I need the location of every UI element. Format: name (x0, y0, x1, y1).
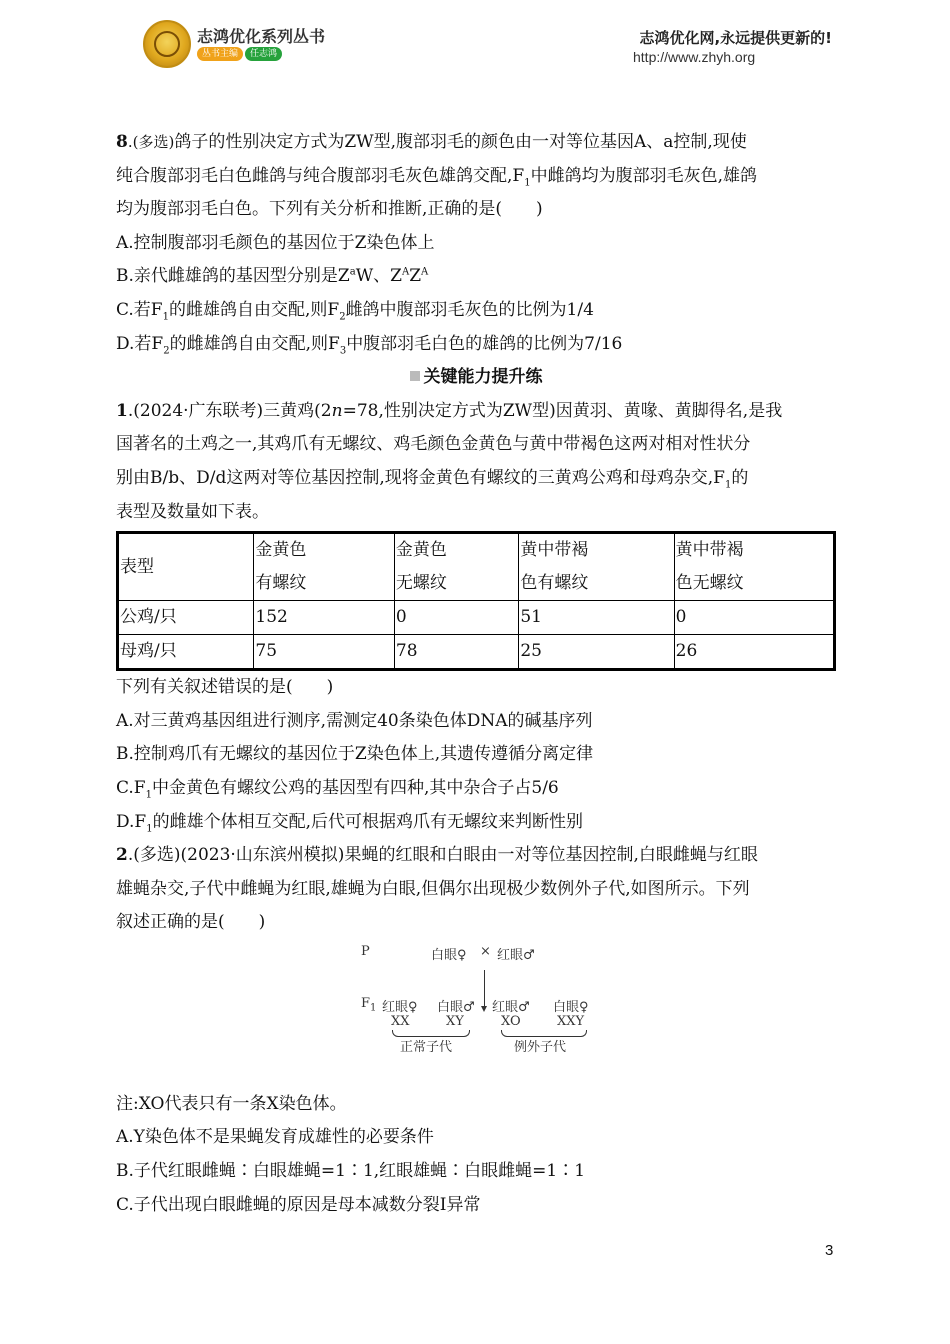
table-cell: 25 (519, 635, 674, 670)
q8-text-2-sub: 1 (524, 176, 531, 188)
q1-text-3-sub: 1 (724, 479, 732, 491)
f1-generation-label (361, 995, 377, 1014)
q2-number: 2 (116, 845, 128, 866)
q8-optb-sup2: A (401, 266, 410, 278)
q2-option-c: C.子代出现白眼雌蝇的原因是母本减数分裂Ⅰ异常 (116, 1194, 481, 1215)
q2-note: 注:XO代表只有一条X染色体。 (116, 1093, 347, 1114)
genotype-xxy: XXY (557, 1013, 585, 1029)
table-header-phenotype: 表型 (118, 533, 254, 601)
child-red-female: 红眼♀ (382, 999, 418, 1015)
q8-optd-sub2: 3 (339, 344, 347, 356)
normal-offspring-label: 正常子代 (400, 1039, 453, 1055)
header-col4-line1: 黄中带褐 (675, 540, 744, 561)
q8-optc-mid: 的雌雄鸽自由交配,则F (168, 299, 340, 320)
header-col3-line1: 黄中带褐 (520, 540, 589, 561)
table-cell: 152 (254, 601, 394, 635)
q1-optd-sub: 1 (146, 822, 153, 834)
q1-option-c (116, 772, 836, 806)
q8-text-2a: 纯合腹部羽毛白色雌鸽与纯合腹部羽毛灰色雄鸽交配,F (116, 165, 525, 186)
genotype-xo: XO (501, 1013, 521, 1029)
table-header-row (118, 533, 835, 601)
child-white-female: 白眼♀ (553, 999, 589, 1015)
q8-option-b (116, 260, 836, 294)
header-col4-line2: 色无螺纹 (675, 573, 744, 594)
table-cell: 母鸡/只 (118, 635, 254, 670)
phenotype-table (116, 531, 836, 671)
header-col1-line2: 有螺纹 (255, 573, 307, 594)
q8-text-1: 鸽子的性别决定方式为ZW型,腹部羽毛的颜色由一对等位基因A、a控制,现使 (174, 132, 747, 152)
q8-optb-mid2: Z (409, 266, 422, 287)
q1-option-a: A.对三黄鸡基因组进行测序,需测定40条染色体DNA的碱基序列 (116, 710, 593, 731)
q8-option-a: A.控制腹部羽毛颜色的基因位于Z染色体上 (116, 232, 435, 253)
q1-optc-pre: C.F (116, 777, 146, 798)
q2-text-1: .(多选)(2023·山东滨州模拟)果蝇的红眼和白眼由一对等位基因控制,白眼雌蝇与红眼 (127, 845, 758, 866)
q1-line-1 (116, 395, 836, 429)
q8-option-d (116, 328, 836, 362)
q8-line-1 (116, 126, 836, 160)
q1-optc-sub: 1 (145, 789, 152, 801)
page-content (116, 126, 836, 1222)
q8-optb-mid: W、Z (355, 266, 402, 287)
editor-tag (197, 47, 282, 61)
q8-option-c (116, 294, 836, 328)
q1-line-3 (116, 462, 836, 496)
table-header-col4 (674, 533, 834, 601)
p-male-label: 红眼♂ (497, 947, 535, 963)
q2-option-b: B.子代红眼雌蝇∶白眼雄蝇=1∶1,红眼雄蝇∶白眼雌蝇=1∶1 (116, 1161, 586, 1182)
site-url[interactable]: http://www.zhyh.org (633, 49, 756, 65)
q8-optc-sub2: 2 (339, 311, 346, 323)
q8-number: 8 (116, 132, 128, 152)
table-header-col2 (394, 533, 518, 601)
header-col2-line1: 金黄色 (395, 540, 447, 561)
q1-stem: 下列有关叙述错误的是( ) (116, 677, 334, 698)
table-cell: 78 (394, 635, 518, 670)
q8-optd-post: 中腹部羽毛白色的雄鸽的比例为7/16 (346, 333, 623, 354)
table-cell: 26 (674, 635, 834, 670)
table-cell: 0 (674, 601, 834, 635)
table-cell: 0 (394, 601, 518, 635)
q8-optc-post: 雌鸽中腹部羽毛灰色的比例为1/4 (345, 299, 594, 320)
header-col3-line2: 色有螺纹 (520, 573, 589, 594)
q8-optd-sub1: 2 (163, 344, 170, 356)
editor-name: 任志鸿 (245, 47, 282, 61)
q1-text-1b: =78,性别决定方式为ZW型)因黄羽、黄喙、黄脚得名,是我 (342, 400, 783, 421)
table-cell: 51 (519, 601, 674, 635)
q8-optc-pre: C.若F (116, 299, 163, 320)
q1-optd-post: 的雌雄个体相互交配,后代可根据鸡爪有无螺纹来判断性别 (152, 811, 584, 832)
header-col2-line2: 无螺纹 (395, 573, 447, 594)
cross-arrow-icon (484, 970, 485, 1006)
child-white-male: 白眼♂ (437, 999, 475, 1015)
table-row (118, 601, 835, 635)
q8-optb-pre: B.亲代雌雄鸽的基因型分别是Z (116, 266, 350, 287)
q2-line-3: 叙述正确的是( ) (116, 912, 266, 933)
q1-optc-post: 中金黄色有螺纹公鸡的基因型有四种,其中杂合子占5/6 (151, 777, 559, 798)
q1-text-1n: n (331, 400, 343, 421)
p-generation-label: P (361, 943, 370, 959)
header-col1-line1: 金黄色 (255, 540, 307, 561)
q1-text-1a: .(2024·广东联考)三黄鸡(2 (127, 400, 332, 421)
f1-label-sub: 1 (370, 1002, 377, 1014)
table-row (118, 635, 835, 670)
page-header (0, 0, 950, 80)
exception-offspring-label: 例外子代 (514, 1039, 567, 1055)
q8-line-3: 均为腹部羽毛白色。下列有关分析和推断,正确的是( ) (116, 199, 543, 220)
q1-option-d (116, 806, 836, 840)
q8-text-2b: 中雌鸽均为腹部羽毛灰色,雄鸽 (530, 165, 757, 186)
table-header-col1 (254, 533, 394, 601)
site-slogan: 志鸿优化网,永远提供更新的! (639, 29, 832, 47)
genotype-xy: XY (446, 1013, 464, 1029)
q8-optd-mid: 的雌雄鸽自由交配,则F (169, 333, 340, 354)
child-red-male: 红眼♂ (492, 999, 530, 1015)
q1-line-2: 国著名的土鸡之一,其鸡爪有无螺纹、鸡毛颜色金黄色与黄中带褐色这两对相对性状分 (116, 434, 751, 455)
q8-optb-sup1: a (349, 266, 356, 278)
q1-line-4: 表型及数量如下表。 (116, 501, 269, 522)
section-title (116, 361, 836, 395)
q8-line-2 (116, 160, 836, 194)
series-title: 志鸿优化系列丛书 (197, 27, 326, 46)
section-square-icon (410, 371, 420, 381)
q2-line-2: 雄蝇杂交,子代中雌蝇为红眼,雄蝇为白眼,但偶尔出现极少数例外子代,如图所示。下列 (116, 878, 750, 899)
q8-tag: .(多选) (127, 133, 175, 151)
q1-number: 1 (116, 400, 128, 421)
section-title-text: 关键能力提升练 (423, 367, 543, 388)
q1-option-b: B.控制鸡爪有无螺纹的基因位于Z染色体上,其遗传遵循分离定律 (116, 744, 594, 765)
table-header-col3 (519, 533, 674, 601)
seal-logo-icon (143, 20, 191, 68)
table-cell: 公鸡/只 (118, 601, 254, 635)
q8-optc-sub1: 1 (162, 311, 169, 323)
table-cell: 75 (254, 635, 394, 670)
editor-label: 丛书主编 (197, 47, 243, 61)
q1-text-3b: 的 (731, 467, 749, 488)
f1-label-text: F (361, 995, 371, 1011)
q2-option-a: A.Y染色体不是果蝇发育成雄性的必要条件 (116, 1127, 434, 1148)
cross-diagram (116, 940, 836, 1088)
page-number: 3 (825, 1242, 834, 1259)
q2-line-1 (116, 839, 836, 873)
p-female-label: 白眼♀ (431, 947, 467, 963)
genotype-xx: XX (391, 1013, 410, 1029)
q8-optd-pre: D.若F (116, 333, 164, 354)
q1-optd-pre: D.F (116, 811, 147, 832)
cross-symbol: × (480, 943, 491, 959)
q8-optb-sup3: A (421, 266, 429, 278)
q1-text-3a: 别由B/b、D/d这两对等位基因控制,现将金黄色有螺纹的三黄鸡公鸡和母鸡杂交,F (116, 467, 725, 488)
